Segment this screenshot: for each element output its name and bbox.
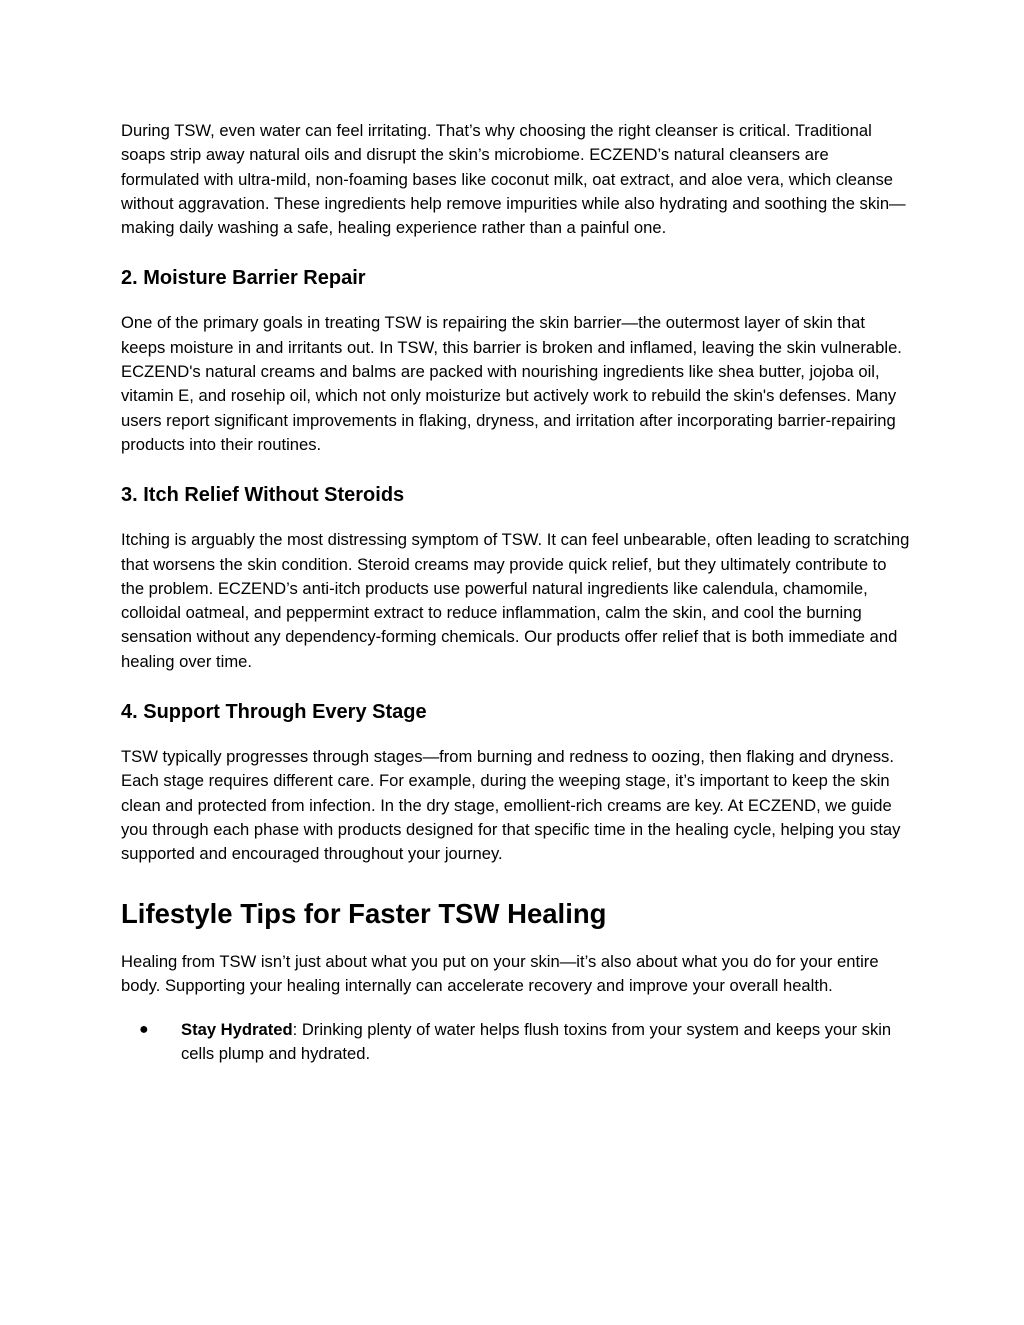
tip-text: : Drinking plenty of water helps flush toxins from your system and keeps your skin cells plump and hydrated. xyxy=(181,1020,892,1064)
section-heading-lifestyle: Lifestyle Tips for Faster TSW Healing xyxy=(121,897,607,929)
support-paragraph: TSW typically progresses through stages—from burning and redness to oozing, then flaking and dryness. Each stage requires different care. For example, during the weeping stage, it’s important to keep the skin clean and protected from infection. In the dry stage, emollient-rich creams are key. At ECZEND, we guide you through each phase with products designed for that specific time in the healing cycle, helping you stay supported and encouraged throughout your journey. xyxy=(121,747,901,864)
itch-paragraph: Itching is arguably the most distressing symptom of TSW. It can feel unbearable, often leading to scratching that worsens the skin condition. Steroid creams may provide quick relief, but they ultimately contribute to the problem. ECZEND’s anti-itch products use powerful natural ingredients like calendula, chamomile, colloidal oatmeal, and peppermint extract to reduce inflammation, calm the skin, and cool the burning sensation without any dependency-forming chemicals. Our products offer relief that is both immediate and healing over time. xyxy=(121,530,910,671)
lifestyle-tips-list xyxy=(121,1018,911,1067)
tip-title: Stay Hydrated xyxy=(181,1020,293,1040)
intro-paragraph: During TSW, even water can feel irritating. That’s why choosing the right cleanser is critical. Traditional soaps strip away natural oils and disrupt the skin’s microbiome. ECZEND’s natural cleansers are formulated with ultra-mild, non-foaming bases like coconut milk, oat extract, and aloe vera, which cleanse without aggravation. These ingredients help remove impurities while also hydrating and soothing the skin—making daily washing a safe, healing experience rather than a painful one. xyxy=(121,121,906,238)
moisture-paragraph: One of the primary goals in treating TSW is repairing the skin barrier—the outermost layer of skin that keeps moisture in and irritants out. In TSW, this barrier is broken and inflamed, leaving the skin vulnerable. ECZEND's natural creams and balms are packed with nourishing ingredients like shea butter, jojoba oil, vitamin E, and rosehip oil, which not only moisturize but actively work to rebuild the skin's defenses. Many users report significant improvements in flaking, dryness, and irritation after incorporating barrier-repairing products into their routines. xyxy=(121,313,902,454)
document-page xyxy=(121,119,911,1067)
bullet-icon: ● xyxy=(139,1021,149,1039)
section-heading-itch: 3. Itch Relief Without Steroids xyxy=(121,484,405,507)
section-heading-moisture: 2. Moisture Barrier Repair xyxy=(121,267,366,290)
lifestyle-paragraph: Healing from TSW isn’t just about what you put on your skin—it’s also about what you do for your entire body. Supporting your healing internally can accelerate recovery and improve your overall health. xyxy=(121,951,879,995)
list-item xyxy=(121,1018,911,1067)
section-heading-support: 4. Support Through Every Stage xyxy=(121,701,427,724)
